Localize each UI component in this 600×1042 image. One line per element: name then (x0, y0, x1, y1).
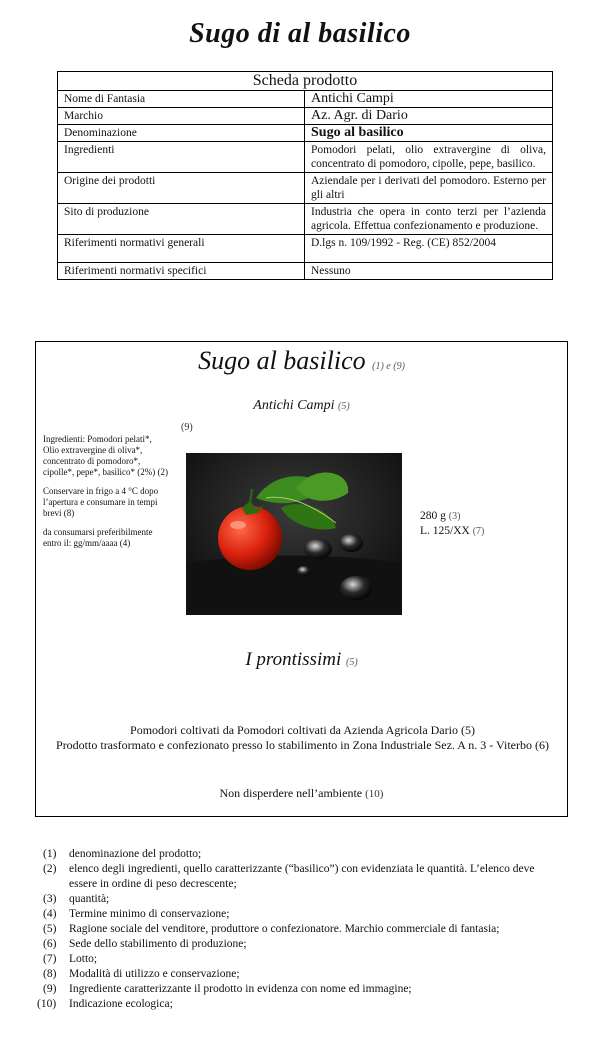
legend-text: Ingrediente caratterizzante il prodotto in evidenza con nome ed immagine; (69, 983, 412, 995)
row-key: Nome di Fantasia (58, 91, 305, 108)
list-item (43, 967, 553, 982)
product-sheet-table (57, 71, 553, 280)
legend-num: (7) (43, 953, 57, 965)
legend-num: (2) (43, 863, 57, 875)
table-row (58, 125, 553, 142)
row-value: Az. Agr. di Dario (305, 108, 553, 125)
legend-num: (1) (43, 848, 57, 860)
producer-info (50, 723, 555, 753)
legend-text: Indicazione ecologica; (69, 998, 173, 1010)
row-value: Aziendale per i derivati del pomodoro. Esterno per gli altri (305, 173, 553, 204)
weight-value: 280 g (420, 510, 446, 522)
label-title-line (36, 346, 567, 376)
list-item (43, 862, 553, 892)
eco-ref: (10) (365, 788, 384, 800)
eco-line (36, 786, 567, 801)
brand-ref: (5) (338, 401, 350, 412)
ingredients-text: Ingredienti: Pomodori pelati*, Olio extravergine di oliva*, concentrato di pomodoro*, cipolle*, pepe*, basilico* (2%) (2) (43, 434, 168, 477)
table-header: Scheda prodotto (58, 72, 553, 91)
table-row (58, 142, 553, 173)
row-value: Nessuno (305, 263, 553, 280)
image-ref: (9) (181, 422, 193, 433)
list-item (37, 997, 553, 1012)
row-key: Ingredienti (58, 142, 305, 173)
label-title: Sugo al basilico (198, 346, 366, 375)
table-row (58, 204, 553, 235)
legend-num: (4) (43, 908, 57, 920)
brand-line (36, 398, 567, 414)
legend-num: (5) (43, 923, 57, 935)
row-value: Pomodori pelati, olio extravergine di oliva, concentrato di pomodoro, cipolle, pepe, basilico. (305, 142, 553, 173)
label-left-column (43, 434, 169, 557)
legend-num: (6) (43, 938, 57, 950)
plant-text: Prodotto trasformato e confezionato presso lo stabilimento in Zona Industriale Sez. A n. 3 - Viterbo (6) (56, 738, 549, 752)
list-item (43, 952, 553, 967)
product-label (35, 341, 568, 817)
row-key: Sito di produzione (58, 204, 305, 235)
producer-text: Pomodori coltivati da Pomodori coltivati da Azienda Agricola Dario (5) (130, 723, 475, 737)
legend-text: Modalità di utilizzo e conservazione; (69, 968, 240, 980)
weight-line (420, 509, 484, 524)
table-row (58, 263, 553, 280)
table-row (58, 108, 553, 125)
brand-name: Antichi Campi (253, 398, 335, 413)
legend-num: (8) (43, 968, 57, 980)
product-line-name (36, 649, 567, 671)
line-ref: (5) (345, 657, 358, 668)
row-key: Riferimenti normativi specifici (58, 263, 305, 280)
legend-text: Termine minimo di conservazione; (69, 908, 230, 920)
row-key: Riferimenti normativi generali (58, 235, 305, 263)
legend-list (37, 847, 553, 1012)
list-item (43, 922, 553, 937)
table-header-row (58, 72, 553, 91)
list-item (43, 847, 553, 862)
legend-text: Lotto; (69, 953, 98, 965)
eco-text: Non disperdere nell’ambiente (219, 786, 363, 800)
lot-value: L. 125/XX (420, 525, 470, 537)
storage-text: Conservare in frigo a 4 °C dopo l’apertura e consumare in tempi brevi (8) (43, 486, 159, 518)
quantity-block (420, 509, 484, 539)
table-row (58, 173, 553, 204)
lot-line (420, 524, 484, 539)
row-key: Denominazione (58, 125, 305, 142)
row-value: Industria che opera in conto terzi per l’azienda agricola. Effettua confezionamento e produzione. (305, 204, 553, 235)
legend-text: elenco degli ingredienti, quello caratterizzante (“basilico”) con evidenziata le quantità. L’elenco deve essere in ordine di peso decrescente; (69, 863, 535, 890)
list-item (43, 937, 553, 952)
legend-text: Ragione sociale del venditore, produttore o confezionatore. Marchio commerciale di fantasia; (69, 923, 500, 935)
line-name: I prontissimi (245, 649, 342, 670)
lot-ref: (7) (472, 526, 485, 537)
page-title: Sugo di al basilico (189, 18, 411, 49)
row-value: Sugo al basilico (305, 125, 553, 142)
label-title-refs: (1) e (9) (372, 361, 405, 372)
legend-text: Sede dello stabilimento di produzione; (69, 938, 247, 950)
legend-num: (3) (43, 893, 57, 905)
legend-num: (9) (43, 983, 57, 995)
list-item (43, 892, 553, 907)
legend-num: (10) (37, 998, 57, 1010)
row-key: Marchio (58, 108, 305, 125)
legend-text: quantità; (69, 893, 110, 905)
list-item (43, 982, 553, 997)
weight-ref: (3) (448, 511, 461, 522)
list-item (43, 907, 553, 922)
table-row (58, 235, 553, 263)
expiry-text: da consumarsi preferibilmente entro il: gg/mm/aaaa (4) (43, 527, 153, 548)
row-value: Antichi Campi (305, 91, 553, 108)
tomato-basil-photo (186, 453, 402, 615)
table-row (58, 91, 553, 108)
legend-text: denominazione del prodotto; (69, 848, 202, 860)
tomato-basil-illustration (186, 453, 402, 615)
row-key: Origine dei prodotti (58, 173, 305, 204)
row-value: D.lgs n. 109/1992 - Reg. (CE) 852/2004 (305, 235, 553, 263)
